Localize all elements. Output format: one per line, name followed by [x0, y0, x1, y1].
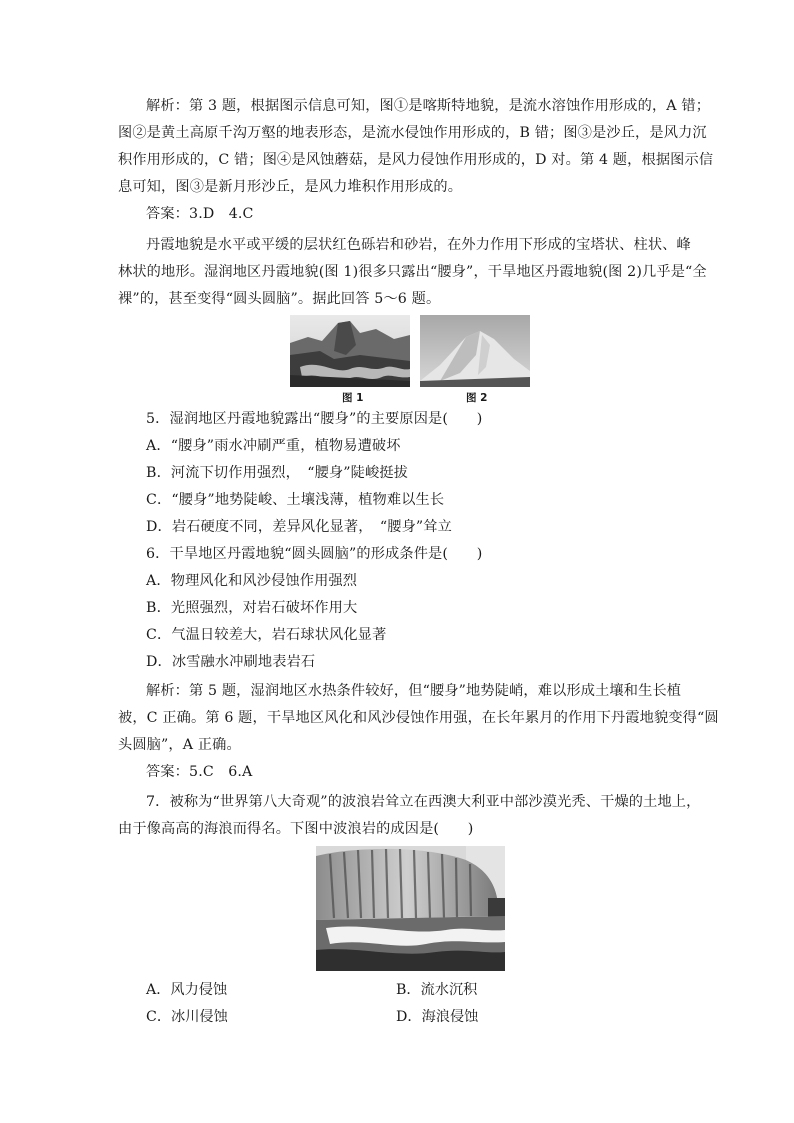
figure-2-photo	[420, 315, 530, 387]
analysis-3-4-line-4: 息可知，图③是新月形沙丘，是风力堆积作用形成的。	[118, 179, 463, 195]
question-7-option-c[interactable]: C．冰川侵蚀	[146, 1009, 228, 1025]
question-7-stem-line-2: 由于像高高的海浪而得名。下图中波浪岩的成因是( )	[118, 821, 474, 837]
analysis-5-6-line-1: 解析：第 5 题，湿润地区水热条件较好，但“腰身”地势陡峭，难以形成土壤和生长植	[146, 683, 682, 699]
danxia-intro-line-3: 裸”的，甚至变得“圆头圆脑”。据此回答 5～6 题。	[118, 291, 441, 307]
question-5-option-b[interactable]: B．河流下切作用强烈， “腰身”陡峻挺拔	[146, 465, 409, 481]
question-6-stem: 6．干旱地区丹霞地貌“圆头圆脑”的形成条件是( )	[146, 546, 483, 562]
analysis-3-4-line-3: 积作用形成的，C 错；图④是风蚀蘑菇，是风力侵蚀作用形成的，D 对。第 4 题，根据图示信	[118, 152, 714, 168]
question-6-option-b[interactable]: B．光照强烈，对岩石破坏作用大	[146, 600, 358, 616]
question-7-option-d[interactable]: D．海浪侵蚀	[396, 1009, 479, 1025]
analysis-5-6-line-2: 被，C 正确。第 6 题，干旱地区风化和风沙侵蚀作用强，在长年累月的作用下丹霞地貌变得“圆	[118, 710, 719, 726]
question-7-stem-line-1: 7．被称为“世界第八大奇观”的波浪岩耸立在西澳大利亚中部沙漠光秃、干燥的土地上，	[146, 794, 701, 810]
analysis-5-6-line-3: 头圆脑”，A 正确。	[118, 737, 241, 753]
wave-rock-image	[316, 846, 505, 971]
question-6-option-a[interactable]: A．物理风化和风沙侵蚀作用强烈	[146, 573, 358, 589]
question-7-option-b[interactable]: B．流水沉积	[396, 982, 478, 998]
danxia-canyon-image	[290, 315, 410, 387]
figure-1-caption: 图 1	[342, 392, 364, 404]
question-5-option-c[interactable]: C．“腰身”地势陡峻、土壤浅薄，植物难以生长	[146, 492, 445, 508]
figure-1-photo	[290, 315, 410, 387]
question-5-stem: 5．湿润地区丹霞地貌露出“腰身”的主要原因是( )	[146, 411, 483, 427]
answer-5-6: 答案：5.C 6.A	[146, 764, 253, 780]
wave-rock-photo	[316, 846, 505, 971]
question-7-option-a[interactable]: A．风力侵蚀	[146, 982, 228, 998]
danxia-intro-line-1: 丹霞地貌是水平或平缓的层状红色砾岩和砂岩，在外力作用下形成的宝塔状、柱状、峰	[146, 237, 691, 253]
analysis-3-4-line-1: 解析：第 3 题，根据图示信息可知，图①是喀斯特地貌，是流水溶蚀作用形成的，A 错；	[146, 98, 711, 114]
figure-2-caption: 图 2	[466, 392, 488, 404]
analysis-3-4-line-2: 图②是黄土高原千沟万壑的地表形态，是流水侵蚀作用形成的，B 错；图③是沙丘，是风力沉	[118, 125, 707, 141]
danxia-bare-hill-image	[420, 315, 530, 387]
question-5-option-a[interactable]: A．“腰身”雨水冲刷严重，植物易遭破坏	[146, 438, 401, 454]
answer-3-4: 答案：3.D 4.C	[146, 206, 254, 222]
question-6-option-c[interactable]: C．气温日较差大，岩石球状风化显著	[146, 627, 387, 643]
danxia-intro-line-2: 林状的地形。湿润地区丹霞地貌(图 1)很多只露出“腰身”，干旱地区丹霞地貌(图 2)几乎是“全	[118, 264, 707, 280]
question-5-option-d[interactable]: D．岩石硬度不同，差异风化显著， “腰身”耸立	[146, 519, 452, 535]
question-6-option-d[interactable]: D．冰雪融水冲刷地表岩石	[146, 654, 316, 670]
